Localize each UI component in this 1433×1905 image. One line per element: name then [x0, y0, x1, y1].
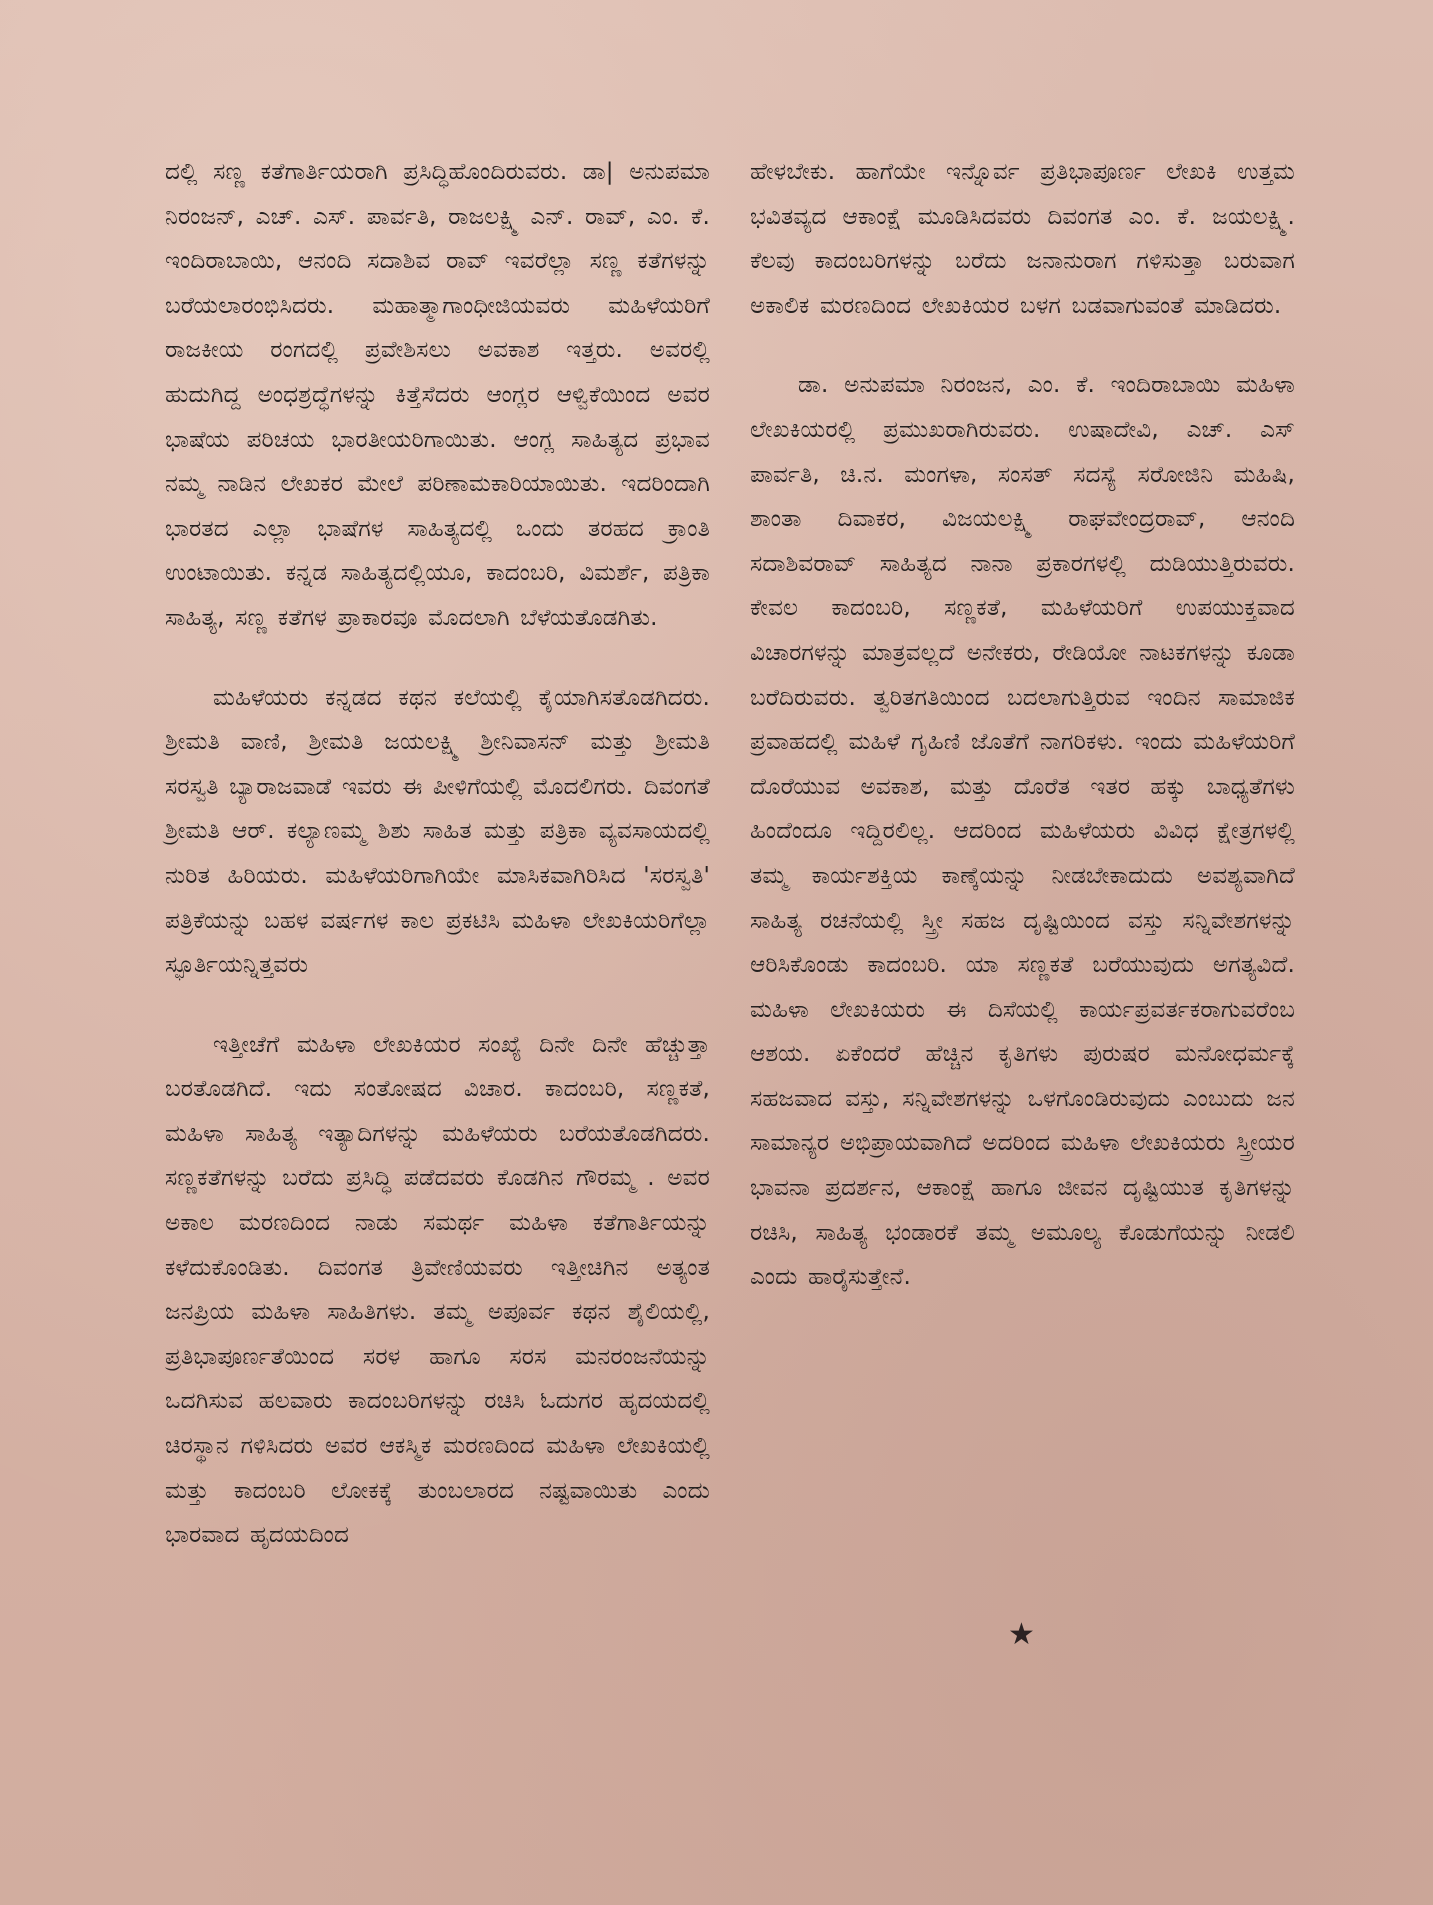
star-ornament-icon: ★	[1008, 1617, 1035, 1652]
left-column	[165, 150, 710, 1558]
left-paragraph-2: ಮಹಿಳೆಯರು ಕನ್ನಡದ ಕಥನ ಕಲೆಯಲ್ಲಿ ಕೈಯಾಗಿಸತೊಡಗಿದರು. ಶ್ರೀಮತಿ ವಾಣಿ, ಶ್ರೀಮತಿ ಜಯಲಕ್ಷ್ಮಿ ಶ್ರೀನಿವಾಸನ್ ಮತ್ತು ಶ್ರೀಮತಿ ಸರಸ್ವತಿ ಬ್ಯಾರಾಜವಾಡೆ ಇವರು ಈ ಪೀಳಿಗೆಯಲ್ಲಿ ಮೊದಲಿಗರು. ದಿವಂಗತೆ ಶ್ರೀಮತಿ ಆರ್. ಕಲ್ಯಾಣಮ್ಮ ಶಿಶು ಸಾಹಿತ ಮತ್ತು ಪತ್ರಿಕಾ ವ್ಯವಸಾಯದಲ್ಲಿ ನುರಿತ ಹಿರಿಯರು. ಮಹಿಳೆಯರಿಗಾಗಿಯೇ ಮಾಸಿಕವಾಗಿರಿಸಿದ 'ಸರಸ್ವತಿ' ಪತ್ರಿಕೆಯನ್ನು ಬಹಳ ವರ್ಷಗಳ ಕಾಲ ಪ್ರಕಟಿಸಿ ಮಹಿಳಾ ಲೇಖಕಿಯರಿಗೆಲ್ಲಾ ಸ್ಫೂರ್ತಿಯನ್ನಿತ್ತವರು	[165, 684, 710, 979]
right-paragraph-1: ಹೇಳಬೇಕು. ಹಾಗೆಯೇ ಇನ್ನೊರ್ವ ಪ್ರತಿಭಾಪೂರ್ಣ ಲೇಖಕಿ ಉತ್ತಮ ಭವಿತವ್ಯದ ಆಕಾಂಕ್ಷೆ ಮೂಡಿಸಿದವರು ದಿವಂಗತ ಎಂ. ಕೆ. ಜಯಲಕ್ಷ್ಮಿ. ಕೆಲವು ಕಾದಂಬರಿಗಳನ್ನು ಬರೆದು ಜನಾನುರಾಗ ಗಳಿಸುತ್ತಾ ಬರುವಾಗ ಅಕಾಲಿಕ ಮರಣದಿಂದ ಲೇಖಕಿಯರ ಬಳಗ ಬಡವಾಗುವಂತೆ ಮಾಡಿದರು.	[750, 159, 1295, 319]
right-paragraph-2: ಡಾ. ಅನುಪಮಾ ನಿರಂಜನ, ಎಂ. ಕೆ. ಇಂದಿರಾಬಾಯಿ ಮಹಿಳಾ ಲೇಖಕಿಯರಲ್ಲಿ ಪ್ರಮುಖರಾಗಿರುವರು. ಉಷಾದೇವಿ, ಎಚ್. ಎಸ್ ಪಾರ್ವತಿ, ಚಿ.ನ. ಮಂಗಳಾ, ಸಂಸತ್ ಸದಸ್ಯೆ ಸರೋಜಿನಿ ಮಹಿಷಿ, ಶಾಂತಾ ದಿವಾಕರ, ವಿಜಯಲಕ್ಷ್ಮಿ ರಾಘವೇಂದ್ರರಾವ್, ಆನಂದಿ ಸದಾಶಿವರಾವ್ ಸಾಹಿತ್ಯದ ನಾನಾ ಪ್ರಕಾರಗಳಲ್ಲಿ ದುಡಿಯುತ್ತಿರುವರು. ಕೇವಲ ಕಾದಂಬರಿ, ಸಣ್ಣಕತೆ, ಮಹಿಳೆಯರಿಗೆ ಉಪಯುಕ್ತವಾದ ವಿಚಾರಗಳನ್ನು ಮಾತ್ರವಲ್ಲದೆ ಅನೇಕರು, ರೇಡಿಯೋ ನಾಟಕಗಳನ್ನು ಕೂಡಾ ಬರೆದಿರುವರು. ತ್ವರಿತಗತಿಯಿಂದ ಬದಲಾಗುತ್ತಿರುವ ಇಂದಿನ ಸಾಮಾಜಿಕ ಪ್ರವಾಹದಲ್ಲಿ ಮಹಿಳೆ ಗೃಹಿಣಿ ಜೊತೆಗೆ ನಾಗರಿಕಳು. ಇಂದು ಮಹಿಳೆಯರಿಗೆ ದೊರೆಯುವ ಅವಕಾಶ, ಮತ್ತು ದೊರೆತ ಇತರ ಹಕ್ಕು ಬಾಧ್ಯತೆಗಳು ಹಿಂದೆಂದೂ ಇದ್ದಿರಲಿಲ್ಲ. ಆದರಿಂದ ಮಹಿಳೆಯರು ವಿವಿಧ ಕ್ಷೇತ್ರಗಳಲ್ಲಿ ತಮ್ಮ ಕಾರ್ಯಶಕ್ತಿಯ ಕಾಣ್ಕೆಯನ್ನು ನೀಡಬೇಕಾದುದು ಅವಶ್ಯವಾಗಿದೆ ಸಾಹಿತ್ಯ ರಚನೆಯಲ್ಲಿ ಸ್ತ್ರೀ ಸಹಜ ದೃಷ್ಟಿಯಿಂದ ವಸ್ತು ಸನ್ನಿವೇಶಗಳನ್ನು ಆರಿಸಿಕೊಂಡು ಕಾದಂಬರಿ. ಯಾ ಸಣ್ಣಕತೆ ಬರೆಯುವುದು ಅಗತ್ಯವಿದೆ. ಮಹಿಳಾ ಲೇಖಕಿಯರು ಈ ದಿಸೆಯಲ್ಲಿ ಕಾರ್ಯಪ್ರವರ್ತಕರಾಗುವರೆಂಬ ಆಶಯ. ಏಕೆಂದರೆ ಹೆಚ್ಚಿನ ಕೃತಿಗಳು ಪುರುಷರ ಮನೋಧರ್ಮಕ್ಕೆ ಸಹಜವಾದ ವಸ್ತು, ಸನ್ನಿವೇಶಗಳನ್ನು ಒಳಗೊಂಡಿರುವುದು ಎಂಬುದು ಜನ ಸಾಮಾನ್ಯರ ಅಭಿಪ್ರಾಯವಾಗಿದೆ ಅದರಿಂದ ಮಹಿಳಾ ಲೇಖಕಿಯರು ಸ್ತ್ರೀಯರ ಭಾವನಾ ಪ್ರದರ್ಶನ, ಆಕಾಂಕ್ಷೆ ಹಾಗೂ ಜೀವನ ದೃಷ್ಟಿಯುತ ಕೃತಿಗಳನ್ನು ರಚಿಸಿ, ಸಾಹಿತ್ಯ ಭಂಡಾರಕೆ ತಮ್ಮ ಅಮೂಲ್ಯ ಕೊಡುಗೆಯನ್ನು ನೀಡಲಿ ಎಂದು ಹಾರೈಸುತ್ತೇನೆ.	[750, 372, 1295, 1291]
left-paragraph-1: ದಲ್ಲಿ ಸಣ್ಣ ಕತೆಗಾರ್ತಿಯರಾಗಿ ಪ್ರಸಿದ್ಧಿಹೊಂದಿರುವರು. ಡಾ| ಅನುಪಮಾ ನಿರಂಜನ್, ಎಚ್. ಎಸ್. ಪಾರ್ವತಿ, ರಾಜಲಕ್ಷ್ಮಿ ಎನ್. ರಾವ್, ಎಂ. ಕೆ. ಇಂದಿರಾಬಾಯಿ, ಆನಂದಿ ಸದಾಶಿವ ರಾವ್ ಇವರೆಲ್ಲಾ ಸಣ್ಣ ಕತೆಗಳನ್ನು ಬರೆಯಲಾರಂಭಿಸಿದರು. ಮಹಾತ್ಮಾಗಾಂಧೀಜಿಯವರು ಮಹಿಳೆಯರಿಗೆ ರಾಜಕೀಯ ರಂಗದಲ್ಲಿ ಪ್ರವೇಶಿಸಲು ಅವಕಾಶ ಇತ್ತರು. ಅವರಲ್ಲಿ ಹುದುಗಿದ್ದ ಅಂಧಶ್ರದ್ಧೆಗಳನ್ನು ಕಿತ್ತೆಸೆದರು ಆಂಗ್ಲರ ಆಳ್ವಿಕೆಯಿಂದ ಅವರ ಭಾಷೆಯ ಪರಿಚಯ ಭಾರತೀಯರಿಗಾಯಿತು. ಆಂಗ್ಲ ಸಾಹಿತ್ಯದ ಪ್ರಭಾವ ನಮ್ಮ ನಾಡಿನ ಲೇಖಕರ ಮೇಲೆ ಪರಿಣಾಮಕಾರಿಯಾಯಿತು. ಇದರಿಂದಾಗಿ ಭಾರತದ ಎಲ್ಲಾ ಭಾಷೆಗಳ ಸಾಹಿತ್ಯದಲ್ಲಿ ಒಂದು ತರಹದ ಕ್ರಾಂತಿ ಉಂಟಾಯಿತು. ಕನ್ನಡ ಸಾಹಿತ್ಯದಲ್ಲಿಯೂ, ಕಾದಂಬರಿ, ವಿಮರ್ಶೆ, ಪತ್ರಿಕಾ ಸಾಹಿತ್ಯ, ಸಣ್ಣ ಕತೆಗಳ ಪ್ರಾಕಾರವೂ ಮೊದಲಾಗಿ ಬೆಳೆಯತೊಡಗಿತು.	[165, 159, 710, 631]
right-column	[750, 150, 1295, 1300]
left-paragraph-3: ಇತ್ತೀಚೆಗೆ ಮಹಿಳಾ ಲೇಖಕಿಯರ ಸಂಖ್ಯೆ ದಿನೇ ದಿನೇ ಹೆಚ್ಚುತ್ತಾ ಬರತೊಡಗಿದೆ. ಇದು ಸಂತೋಷದ ವಿಚಾರ. ಕಾದಂಬರಿ, ಸಣ್ಣಕತೆ, ಮಹಿಳಾ ಸಾಹಿತ್ಯ ಇತ್ಯಾದಿಗಳನ್ನು ಮಹಿಳೆಯರು ಬರೆಯತೊಡಗಿದರು. ಸಣ್ಣಕತೆಗಳನ್ನು ಬರೆದು ಪ್ರಸಿದ್ಧಿ ಪಡೆದವರು ಕೊಡಗಿನ ಗೌರಮ್ಮ . ಅವರ ಅಕಾಲ ಮರಣದಿಂದ ನಾಡು ಸಮರ್ಥ ಮಹಿಳಾ ಕತೆಗಾರ್ತಿಯನ್ನು ಕಳೆದುಕೊಂಡಿತು. ದಿವಂಗತ ತ್ರಿವೇಣಿಯವರು ಇತ್ತೀಚಿಗಿನ ಅತ್ಯಂತ ಜನಪ್ರಿಯ ಮಹಿಳಾ ಸಾಹಿತಿಗಳು. ತಮ್ಮ ಅಪೂರ್ವ ಕಥನ ಶೈಲಿಯಲ್ಲಿ, ಪ್ರತಿಭಾಪೂರ್ಣತೆಯಿಂದ ಸರಳ ಹಾಗೂ ಸರಸ ಮನರಂಜನೆಯನ್ನು ಒದಗಿಸುವ ಹಲವಾರು ಕಾದಂಬರಿಗಳನ್ನು ರಚಿಸಿ ಓದುಗರ ಹೃದಯದಲ್ಲಿ ಚಿರಸ್ಥಾನ ಗಳಿಸಿದರು ಅವರ ಆಕಸ್ಮಿಕ ಮರಣದಿಂದ ಮಹಿಳಾ ಲೇಖಕಿಯಲ್ಲಿ ಮತ್ತು ಕಾದಂಬರಿ ಲೋಕಕ್ಕೆ ತುಂಬಲಾರದ ನಷ್ಟವಾಯಿತು ಎಂದು ಭಾರವಾದ ಹೃದಯದಿಂದ	[165, 1031, 710, 1549]
